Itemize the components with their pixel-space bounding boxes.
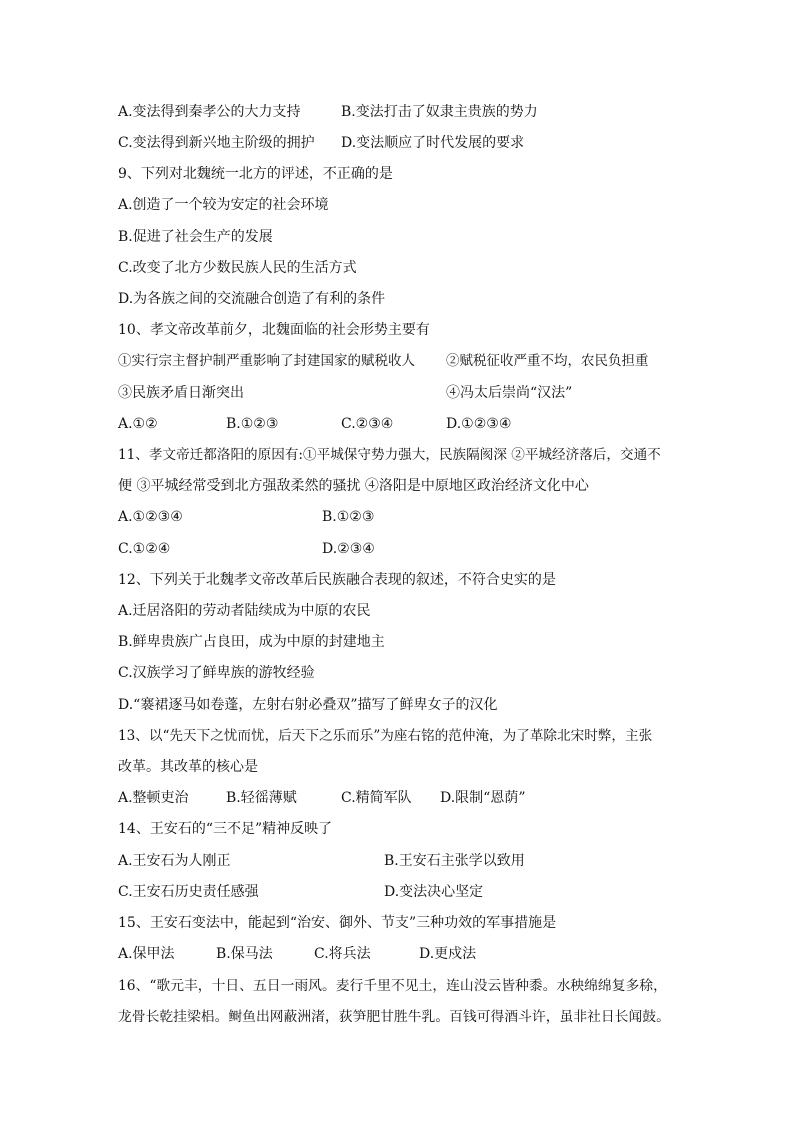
q10-item-4: ④冯太后崇尚“汉法” — [446, 385, 573, 401]
q14-option-b: B.王安石主张学以致用 — [384, 853, 525, 869]
q8-option-b: B.变法打击了奴隶主贵族的势力 — [341, 104, 538, 120]
q11-stem-line-1: 11、孝文帝迁都洛阳的原因有:①平城保守势力强大，民族隔阂深 ②平城经济落后，交通不 — [118, 447, 661, 463]
q9-option-b: B.促进了社会生产的发展 — [118, 229, 273, 245]
q11-stem-line-2: 便 ③平城经常受到北方强敌柔然的骚扰 ④洛阳是中原地区政治经济文化中心 — [118, 478, 589, 494]
q13-option-d: D.限制“恩荫” — [440, 790, 526, 806]
q9-option-a: A.创造了一个较为安定的社会环境 — [118, 197, 329, 213]
q10-item-1: ①实行宗主督护制严重影响了封建国家的赋税收人 — [118, 353, 415, 369]
q15-option-d: D.更戍法 — [419, 946, 477, 962]
q11-option-b: B.①②③ — [322, 509, 375, 525]
q10-option-a: A.①② — [118, 416, 158, 432]
q9-stem: 9、下列对北魏统一北方的评述，不正确的是 — [118, 166, 393, 182]
q8-option-d: D.变法顺应了时代发展的要求 — [341, 135, 525, 151]
q13-stem-line-2: 改革。其改革的核心是 — [118, 759, 258, 775]
q13-option-a: A.整顿吏治 — [118, 790, 189, 806]
q10-item-3: ③民族矛盾日渐突出 — [118, 385, 244, 401]
q9-option-d: D.为各族之间的交流融合创造了有利的条件 — [118, 291, 386, 307]
q14-option-c: C.王安石历史责任感强 — [118, 884, 259, 900]
q11-option-c: C.①②④ — [118, 541, 171, 557]
q14-stem: 14、王安石的“三不足”精神反映了 — [118, 821, 333, 837]
q8-option-c: C.变法得到新兴地主阶级的拥护 — [118, 135, 315, 151]
q10-item-2: ②赋税征收严重不均，农民负担重 — [446, 353, 649, 369]
q12-option-d: D.“褰裙逐马如卷蓬，左射右射必叠双”描写了鲜卑女子的汉化 — [118, 697, 498, 713]
q16-text-line-2: 龙骨长乾挂梁梠。鲥鱼出网蔽洲渚，荻笋肥甘胜牛乳。百钱可得酒斗许，虽非社日长闻鼓。 — [118, 1009, 670, 1025]
q10-option-b: B.①②③ — [226, 416, 279, 432]
q15-option-a: A.保甲法 — [118, 946, 175, 962]
q12-option-a: A.迁居洛阳的劳动者陆续成为中原的农民 — [118, 603, 371, 619]
q14-option-d: D.变法决心坚定 — [384, 884, 484, 900]
q11-option-a: A.①②③④ — [118, 509, 183, 525]
q16-text-line-1: 16、“歌元丰，十日、五日一雨风。麦行千里不见土，连山没云皆种黍。水秧绵绵复多稌， — [118, 978, 667, 994]
q14-option-a: A.王安石为人刚正 — [118, 853, 231, 869]
q11-option-d: D.②③④ — [322, 541, 375, 557]
q12-option-b: B.鲜卑贵族广占良田，成为中原的封建地主 — [118, 634, 385, 650]
q10-option-c: C.②③④ — [341, 416, 394, 432]
q13-stem-line-1: 13、以“先天下之忧而忧，后天下之乐而乐”为座右铭的范仲淹，为了革除北宋时弊，主张 — [118, 728, 653, 744]
q12-option-c: C.汉族学习了鲜卑族的游牧经验 — [118, 665, 315, 681]
q15-stem: 15、王安石变法中，能起到“治安、御外、节支”三种功效的军事措施是 — [118, 915, 557, 931]
q15-option-c: C.将兵法 — [314, 946, 371, 962]
q12-stem: 12、下列关于北魏孝文帝改革后民族融合表现的叙述，不符合史实的是 — [118, 572, 556, 588]
q13-option-c: C.精简军队 — [341, 790, 412, 806]
q15-option-b: B.保马法 — [216, 946, 273, 962]
q10-option-d: D.①②③④ — [446, 416, 512, 432]
q9-option-c: C.改变了北方少数民族人民的生活方式 — [118, 260, 357, 276]
q8-option-a: A.变法得到秦孝公的大力支持 — [118, 104, 301, 120]
q10-stem: 10、孝文帝改革前夕，北魏面临的社会形势主要有 — [118, 322, 430, 338]
q13-option-b: B.轻徭薄赋 — [226, 790, 297, 806]
